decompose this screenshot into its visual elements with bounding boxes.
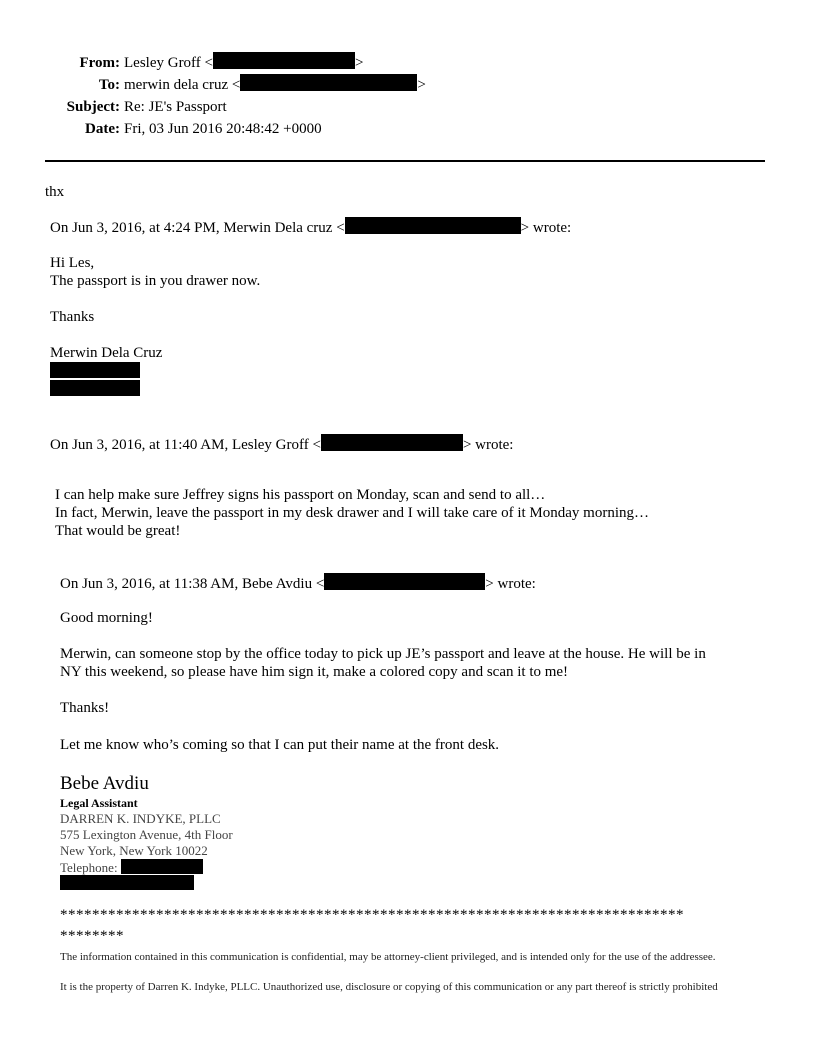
- header-subject-row: [0, 96, 227, 118]
- from-value: Lesley Groff <: [124, 55, 213, 71]
- quote3-attribution: On Jun 3, 2016, at 11:38 AM, Bebe Avdiu < > wrote:: [60, 573, 536, 593]
- msg1-thanks: Thanks: [50, 309, 95, 325]
- signature-telephone: Telephone:: [60, 859, 203, 876]
- date-value: Fri, 03 Jun 2016 20:48:42 +0000: [124, 121, 322, 137]
- quote1-attribution: On Jun 3, 2016, at 4:24 PM, Merwin Dela cruz < > wrote:: [50, 217, 571, 237]
- msg3-greeting: Good morning!: [60, 610, 153, 626]
- redaction-bar: [240, 74, 417, 91]
- header-to-row: To: merwin dela cruz < >: [0, 74, 426, 96]
- msg3-thanks: Thanks!: [60, 700, 110, 716]
- msg2-line: That would be great!: [55, 523, 181, 539]
- reply-text: thx: [45, 184, 65, 200]
- to-label: To:: [98, 77, 120, 93]
- disclaimer: It is the property of Darren K. Indyke, PLLC. Unauthorized use, disclosure or copying of this communication or any part thereof is strictly prohibited: [60, 981, 718, 993]
- signature-address: New York, New York 10022: [60, 843, 208, 858]
- disclaimer: The information contained in this communication is confidential, may be attorney-client privileged, and is intended only for the use of the addressee.: [60, 951, 716, 963]
- msg3-line: Let me know who’s coming so that I can put their name at the front desk.: [60, 737, 500, 753]
- subject-label: Subject:: [66, 99, 120, 115]
- header-from-row: From: Lesley Groff < >: [0, 52, 363, 74]
- redaction-bar: [60, 875, 194, 890]
- redaction-bar: [324, 573, 485, 590]
- quote2-attribution: On Jun 3, 2016, at 11:40 AM, Lesley Groff < > wrote:: [50, 434, 513, 454]
- redaction-bar: [213, 52, 355, 69]
- msg2-line: I can help make sure Jeffrey signs his passport on Monday, scan and send to all…: [55, 487, 546, 503]
- redaction-bar: [321, 434, 463, 451]
- redaction-bar: [50, 362, 140, 378]
- redaction-bar: [121, 859, 203, 874]
- msg1-signature: Merwin Dela Cruz: [50, 345, 163, 361]
- header-date-row: [0, 118, 322, 140]
- header-divider: [45, 160, 765, 162]
- separator-stars: ********: [60, 928, 124, 944]
- date-label: Date:: [85, 121, 120, 137]
- signature-role: Legal Assistant: [60, 796, 138, 810]
- separator-stars: ******************************************************************************: [60, 907, 684, 923]
- subject-value: Re: JE's Passport: [124, 99, 227, 115]
- msg3-line: NY this weekend, so please have him sign it, make a colored copy and scan it to me!: [60, 664, 569, 680]
- redaction-bar: [345, 217, 521, 234]
- signature-name: Bebe Avdiu: [60, 773, 149, 794]
- msg3-line: Merwin, can someone stop by the office today to pick up JE’s passport and leave at the house. He will be in: [60, 646, 706, 662]
- msg1-line: Hi Les,: [50, 255, 95, 271]
- signature-firm: DARREN K. INDYKE, PLLC: [60, 811, 221, 826]
- msg1-line: The passport is in you drawer now.: [50, 273, 261, 289]
- signature-address: 575 Lexington Avenue, 4th Floor: [60, 827, 233, 842]
- redaction-bar: [50, 380, 140, 396]
- msg2-line: In fact, Merwin, leave the passport in my desk drawer and I will take care of it Monday morning…: [55, 505, 649, 521]
- from-label: From:: [79, 55, 120, 71]
- to-value: merwin dela cruz <: [124, 77, 241, 93]
